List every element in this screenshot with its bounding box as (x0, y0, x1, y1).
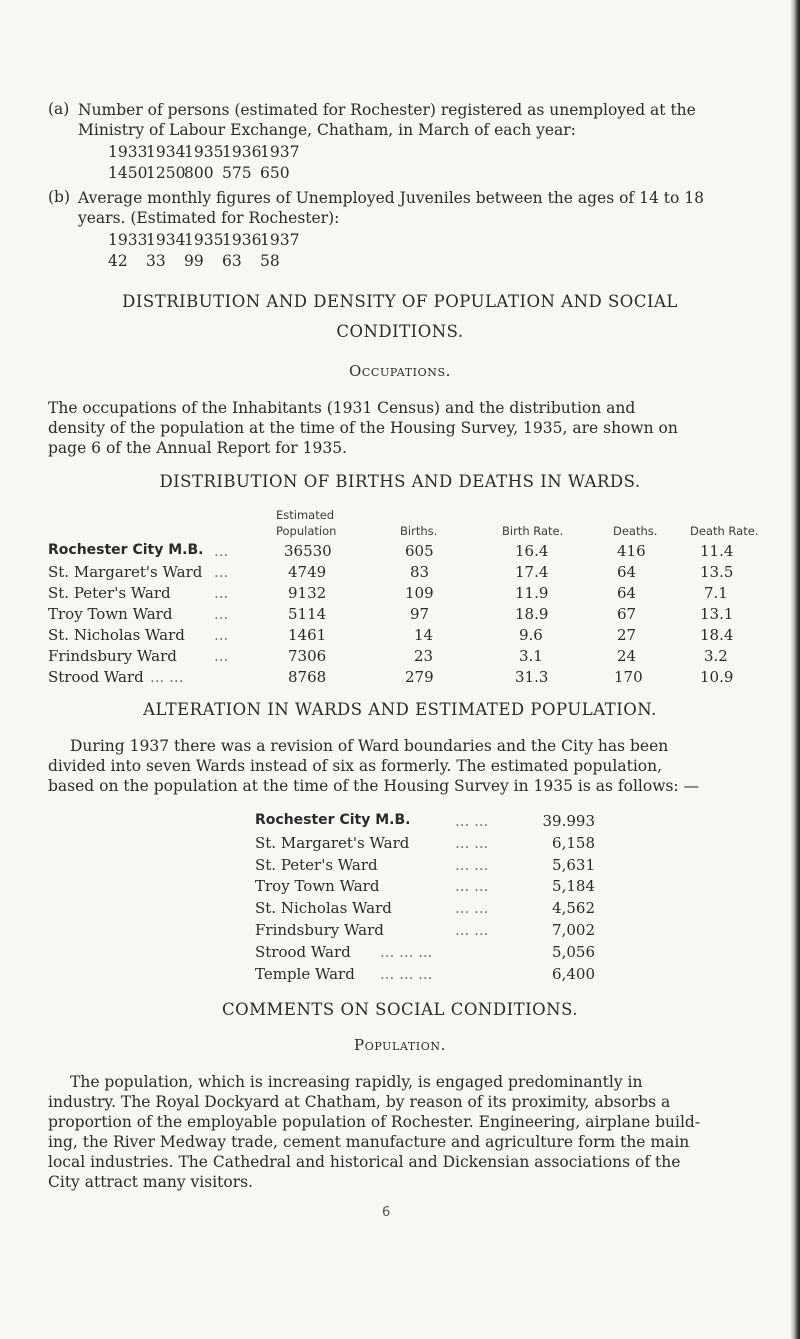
table-cell-birth-rate: 3.1 (519, 647, 543, 665)
table-cell-births: 97 (410, 605, 430, 623)
value-cell: 33 (146, 252, 166, 270)
value-cell: 1250 (146, 164, 186, 182)
col-death-rate-header: Death Rate. (690, 524, 759, 538)
value-cell: 99 (184, 252, 204, 270)
value-cell: 63 (222, 252, 242, 270)
table-cell-pop: 36530 (284, 542, 332, 560)
ward-population: 4,562 (552, 899, 595, 918)
occupations-line3: page 6 of the Annual Report for 1935. (48, 439, 347, 457)
table-cell-pop: 1461 (288, 626, 327, 644)
section-b-years (108, 231, 298, 249)
table-cell-birth-rate: 31.3 (515, 668, 549, 686)
occupations-line2: density of the population at the time of the Housing Survey, 1935, are shown on (48, 419, 678, 437)
population-subheading: Population. (354, 1036, 446, 1054)
list-item (255, 877, 595, 899)
value-cell: 42 (108, 252, 128, 270)
comments-line4: ing, the River Medway trade, cement manufacture and agriculture form the main (48, 1133, 690, 1151)
table-cell-death-rate: 3.2 (704, 647, 728, 665)
col-births-header: Births. (400, 524, 438, 538)
table-row-dots: ... (214, 647, 229, 665)
ward-name: Troy Town Ward (255, 877, 380, 896)
ward-name: St. Margaret's Ward (255, 833, 410, 852)
ward-name: Strood Ward (255, 942, 351, 961)
table-cell-deaths: 416 (617, 542, 646, 560)
table-cell-pop: 5114 (288, 605, 327, 623)
table-cell-pop: 7306 (288, 647, 327, 665)
value-cell: 575 (222, 164, 252, 182)
table-cell-birth-rate: 16.4 (515, 542, 549, 560)
alteration-line1: During 1937 there was a revision of Ward boundaries and the City has been (70, 737, 669, 755)
alteration-heading: ALTERATION IN WARDS AND ESTIMATED POPULATION. (143, 700, 657, 719)
table-cell-death-rate: 10.9 (700, 668, 734, 686)
table-cell-births: 109 (405, 584, 434, 602)
year-cell: 1933 (108, 231, 148, 249)
table-cell-birth-rate: 17.4 (515, 563, 549, 581)
year-cell: 1933 (108, 143, 148, 161)
value-cell: 800 (184, 164, 214, 182)
table-cell-deaths: 64 (617, 584, 637, 602)
table-row-dots: ... ... (150, 668, 184, 686)
list-item (255, 921, 595, 943)
year-cell: 1937 (260, 143, 300, 161)
comments-heading: COMMENTS ON SOCIAL CONDITIONS. (221, 1000, 579, 1019)
table-cell-deaths: 27 (617, 626, 637, 644)
table-cell-births: 83 (410, 563, 430, 581)
ward-name: Temple Ward (255, 964, 355, 983)
year-cell: 1935 (184, 231, 224, 249)
ward-population: 6,158 (552, 833, 595, 852)
leader-dots: ... ... (455, 855, 489, 874)
section-b-values (108, 252, 298, 270)
ward-name: St. Peter's Ward (255, 855, 378, 874)
table-cell-deaths: 67 (617, 605, 637, 623)
table-cell-birth-rate: 11.9 (515, 584, 549, 602)
alteration-line2: divided into seven Wards instead of six as formerly. The estimated population, (48, 757, 663, 775)
distribution-heading-line1: DISTRIBUTION AND DENSITY OF POPULATION AND SOCIAL (122, 292, 678, 311)
table-cell-pop: 8768 (288, 668, 327, 686)
leader-dots: ... ... (455, 920, 489, 939)
distribution-heading-line2: CONDITIONS. (336, 322, 464, 341)
ward-population: 6,400 (552, 964, 595, 983)
table-cell-births: 23 (414, 647, 434, 665)
table-cell-pop: 4749 (288, 563, 327, 581)
comments-line1: The population, which is increasing rapidly, is engaged predominantly in (70, 1073, 643, 1091)
table-row-ward: St. Nicholas Ward (48, 626, 185, 644)
table-row-dots: ... (214, 563, 229, 581)
section-a-label: (a) (48, 100, 70, 118)
year-cell: 1936 (222, 143, 262, 161)
leader-dots: ... ... (455, 812, 489, 830)
table-cell-deaths: 170 (614, 668, 643, 686)
ward-name: St. Nicholas Ward (255, 899, 392, 918)
occupations-line1: The occupations of the Inhabitants (1931 Census) and the distribution and (48, 399, 636, 417)
year-cell: 1934 (146, 231, 186, 249)
list-item (255, 834, 595, 856)
leader-dots: ... ... (455, 899, 489, 918)
table-row-dots: ... (214, 605, 229, 623)
table-cell-births: 279 (405, 668, 434, 686)
table-cell-death-rate: 7.1 (704, 584, 728, 602)
col-pop-header-1: Estimated (276, 508, 335, 522)
leader-dots: ... ... ... (380, 942, 433, 961)
year-cell: 1934 (146, 143, 186, 161)
list-item (255, 899, 595, 921)
section-b-line1: Average monthly figures of Unemployed Juveniles between the ages of 14 to 18 (78, 189, 704, 207)
ward-name: Rochester City M.B. (255, 812, 411, 828)
ward-population: 7,002 (552, 920, 595, 939)
value-cell: 58 (260, 252, 280, 270)
table-cell-death-rate: 18.4 (700, 626, 734, 644)
list-item (255, 856, 595, 878)
table-row-dots: ... (214, 626, 229, 644)
population-list (255, 812, 595, 986)
section-a-years (108, 143, 298, 161)
table-row-dots: ... (214, 542, 229, 560)
col-birth-rate-header: Birth Rate. (502, 524, 564, 538)
year-cell: 1937 (260, 231, 300, 249)
section-b-line2: years. (Estimated for Rochester): (78, 209, 340, 227)
section-a-values (108, 164, 298, 182)
col-pop-header-2: Population (276, 524, 337, 538)
comments-line5: local industries. The Cathedral and historical and Dickensian associations of the (48, 1153, 681, 1171)
table-row-ward: Strood Ward (48, 668, 144, 686)
table-cell-pop: 9132 (288, 584, 327, 602)
list-item (255, 812, 595, 834)
leader-dots: ... ... ... (380, 964, 433, 983)
ward-population: 5,184 (552, 877, 595, 896)
year-cell: 1936 (222, 231, 262, 249)
comments-line3: proportion of the employable population of Rochester. Engineering, airplane build- (48, 1113, 701, 1131)
alteration-line3: based on the population at the time of the Housing Survey in 1935 is as follows: — (48, 777, 700, 795)
ward-population: 5,631 (552, 855, 595, 874)
table-cell-death-rate: 11.4 (700, 542, 734, 560)
leader-dots: ... ... (455, 833, 489, 852)
table-cell-birth-rate: 9.6 (519, 626, 543, 644)
comments-line6: City attract many visitors. (48, 1173, 253, 1191)
ward-population: 39.993 (542, 812, 595, 830)
table-row-ward: St. Margaret's Ward (48, 563, 203, 581)
leader-dots: ... ... (455, 877, 489, 896)
table-row-ward: Rochester City M.B. (48, 542, 204, 558)
table-row-ward: St. Peter's Ward (48, 584, 171, 602)
list-item (255, 943, 595, 965)
section-a-line2: Ministry of Labour Exchange, Chatham, in March of each year: (78, 121, 576, 139)
occupations-heading: Occupations. (349, 362, 451, 380)
table-cell-death-rate: 13.1 (700, 605, 734, 623)
table-row-ward: Frindsbury Ward (48, 647, 177, 665)
table-cell-birth-rate: 18.9 (515, 605, 549, 623)
table-cell-births: 14 (414, 626, 434, 644)
year-cell: 1935 (184, 143, 224, 161)
page-number: 6 (382, 1205, 391, 1220)
ward-population: 5,056 (552, 942, 595, 961)
page-binding-edge (790, 0, 800, 1339)
value-cell: 650 (260, 164, 290, 182)
table-cell-deaths: 24 (617, 647, 637, 665)
table-cell-births: 605 (405, 542, 434, 560)
table-cell-deaths: 64 (617, 563, 637, 581)
col-deaths-header: Deaths. (613, 524, 658, 538)
ward-name: Frindsbury Ward (255, 920, 384, 939)
comments-line2: industry. The Royal Dockyard at Chatham, by reason of its proximity, absorbs a (48, 1093, 671, 1111)
table-row-ward: Troy Town Ward (48, 605, 173, 623)
births-deaths-heading: DISTRIBUTION OF BIRTHS AND DEATHS IN WARDS. (159, 472, 641, 491)
list-item (255, 965, 595, 987)
section-b-label: (b) (48, 188, 71, 206)
table-row-dots: ... (214, 584, 229, 602)
section-a-line1: Number of persons (estimated for Rochester) registered as unemployed at the (78, 101, 696, 119)
table-cell-death-rate: 13.5 (700, 563, 734, 581)
value-cell: 1450 (108, 164, 148, 182)
